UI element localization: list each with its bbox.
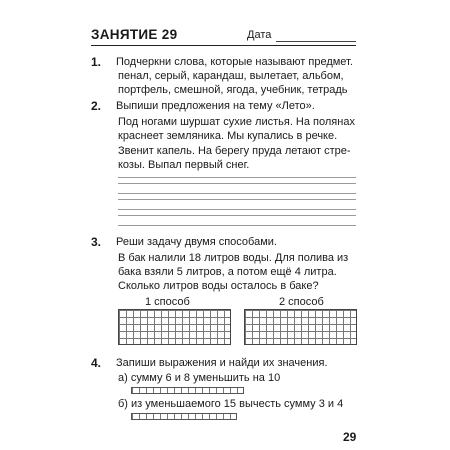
task4-item-b: б) из уменьшаемого 15 вычесть сумму 3 и 4	[118, 398, 344, 410]
method2-label: 2 способ	[279, 296, 324, 308]
writing-line[interactable]	[118, 209, 356, 210]
task3-text-line: В бак налили 18 литров воды. Для полива из	[118, 252, 349, 264]
task4-item-a: а) сумму 6 и 8 уменьшить на 10	[118, 372, 281, 384]
task2-text-line: Звенит капель. На берегу пруда летают стре-	[118, 145, 351, 157]
writing-line[interactable]	[118, 199, 356, 200]
writing-line[interactable]	[118, 193, 356, 194]
writing-line[interactable]	[118, 177, 356, 178]
method1-label: 1 способ	[145, 296, 190, 308]
task2-text-line: Под ногами шуршат сухие листья. На полянах	[118, 116, 355, 128]
method2-grid[interactable]	[244, 309, 357, 345]
task2-number: 2.	[91, 99, 102, 113]
title-underline	[91, 45, 356, 46]
item-a-answer-boxes[interactable]	[131, 387, 244, 394]
task2-text-line: краснеет земляника. Мы купались в речке.	[118, 130, 338, 142]
task1-instruction: Подчеркни слова, которые называют предмет.	[116, 56, 353, 68]
writing-line[interactable]	[118, 215, 356, 216]
task3-number: 3.	[91, 235, 102, 249]
writing-line[interactable]	[118, 183, 356, 184]
task4-instruction: Запиши выражения и найди их значения.	[116, 357, 328, 369]
page-number: 29	[343, 430, 357, 444]
task3-text-line: Сколько литров воды осталось в баке?	[118, 280, 319, 292]
date-label: Дата	[247, 29, 272, 41]
task1-words-line1[interactable]: пенал, серый, карандаш, вылетает, альбом,	[118, 70, 344, 82]
task3-text-line: бака взяли 5 литров, а потом ещё 4 литра.	[118, 266, 337, 278]
item-b-answer-boxes[interactable]	[131, 413, 237, 420]
task1-number: 1.	[91, 55, 102, 69]
task1-words-line2[interactable]: портфель, смешной, ягода, учебник, тетрадь	[118, 84, 348, 96]
task3-instruction: Реши задачу двумя способами.	[116, 236, 277, 248]
page-title: ЗАНЯТИЕ 29	[91, 27, 178, 42]
task2-instruction: Выпиши предложения на тему «Лето».	[116, 100, 315, 112]
date-field-line[interactable]	[276, 41, 356, 42]
task4-number: 4.	[91, 356, 102, 370]
method1-grid[interactable]	[118, 309, 231, 345]
task2-text-line: козы. Выпал первый снег.	[118, 159, 250, 171]
writing-line[interactable]	[118, 225, 356, 226]
